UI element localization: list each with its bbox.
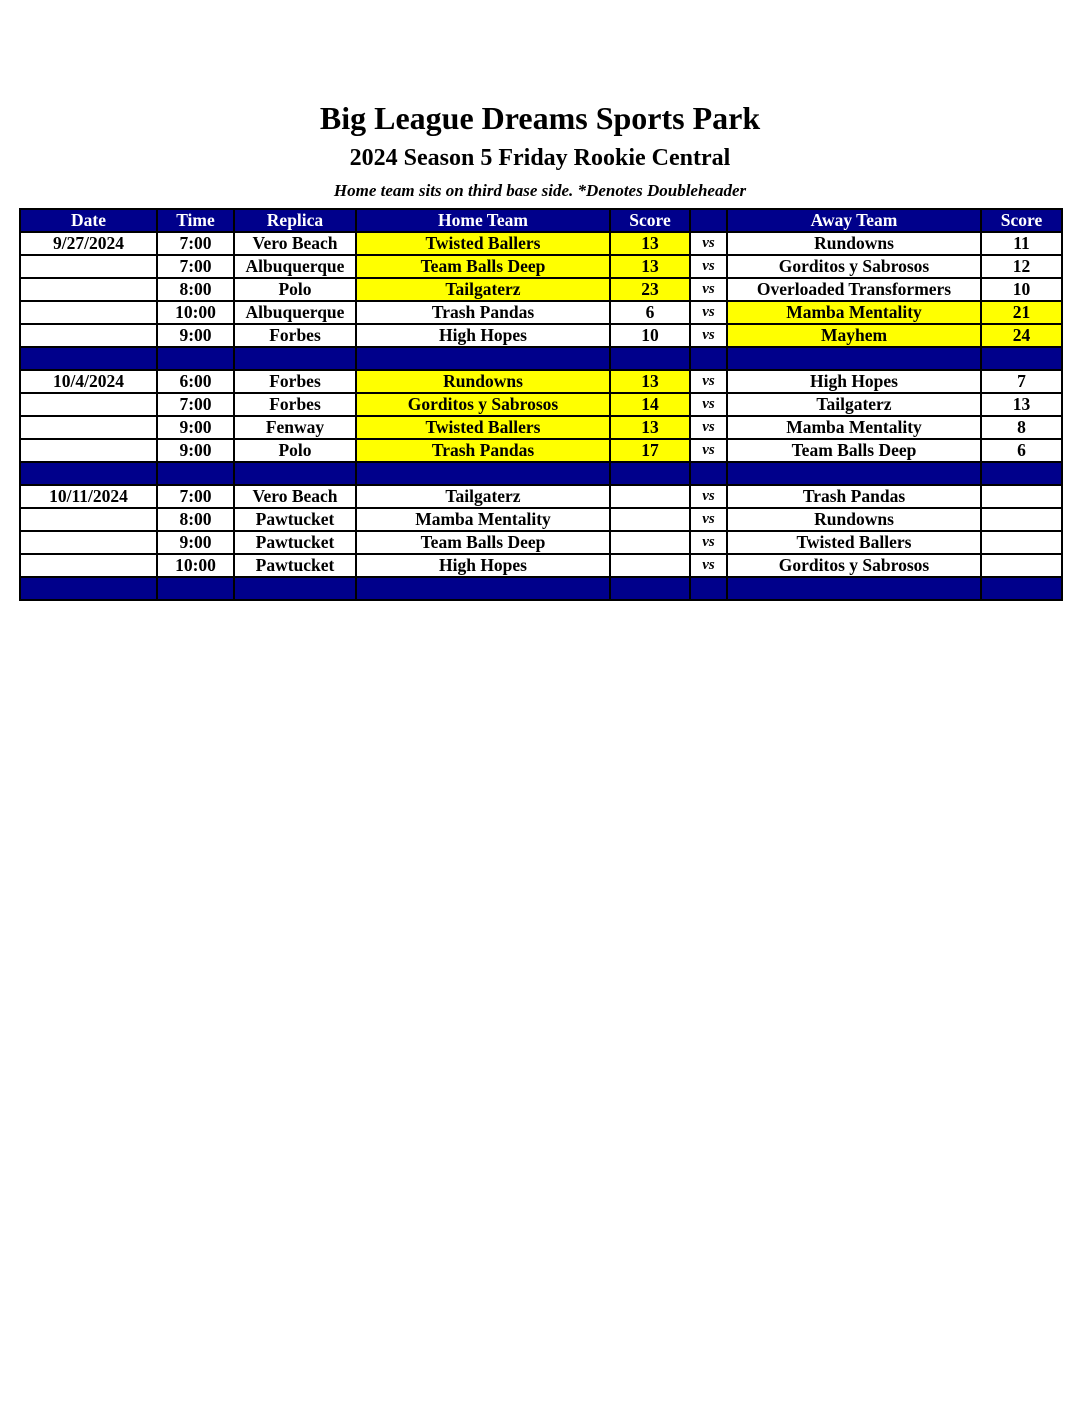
header-vs <box>690 209 727 232</box>
game-date <box>20 255 157 278</box>
vs-label: vs <box>690 255 727 278</box>
home-score: 14 <box>610 393 690 416</box>
separator-cell <box>610 462 690 485</box>
game-row <box>20 324 1062 347</box>
game-time: 9:00 <box>157 531 234 554</box>
header-home-team: Home Team <box>356 209 610 232</box>
page-subtitle: 2024 Season 5 Friday Rookie Central <box>349 145 731 171</box>
away-score: 8 <box>981 416 1062 439</box>
game-time: 9:00 <box>157 416 234 439</box>
away-score: 11 <box>981 232 1062 255</box>
separator-cell <box>690 347 727 370</box>
away-score <box>981 485 1062 508</box>
header-home-score: Score <box>610 209 690 232</box>
home-score: 13 <box>610 370 690 393</box>
separator-cell <box>727 462 981 485</box>
home-score <box>610 508 690 531</box>
separator-cell <box>157 347 234 370</box>
away-score: 24 <box>981 324 1062 347</box>
away-team: Twisted Ballers <box>727 531 981 554</box>
home-team: Trash Pandas <box>356 301 610 324</box>
vs-label: vs <box>690 416 727 439</box>
schedule-table <box>19 208 1063 601</box>
game-time: 6:00 <box>157 370 234 393</box>
game-date: 10/11/2024 <box>20 485 157 508</box>
replica-field: Vero Beach <box>234 232 356 255</box>
game-time: 9:00 <box>157 439 234 462</box>
game-time: 7:00 <box>157 485 234 508</box>
home-team: High Hopes <box>356 554 610 577</box>
away-team: Rundowns <box>727 508 981 531</box>
game-date: 9/27/2024 <box>20 232 157 255</box>
game-time: 9:00 <box>157 324 234 347</box>
vs-label: vs <box>690 531 727 554</box>
separator-cell <box>981 577 1062 600</box>
vs-label: vs <box>690 485 727 508</box>
game-row <box>20 531 1062 554</box>
replica-field: Forbes <box>234 324 356 347</box>
replica-field: Pawtucket <box>234 554 356 577</box>
replica-field: Albuquerque <box>234 301 356 324</box>
away-team: Mayhem <box>727 324 981 347</box>
separator-cell <box>234 347 356 370</box>
home-score <box>610 531 690 554</box>
separator-cell <box>20 462 157 485</box>
away-score <box>981 554 1062 577</box>
game-row <box>20 278 1062 301</box>
vs-label: vs <box>690 508 727 531</box>
separator-cell <box>727 577 981 600</box>
replica-field: Forbes <box>234 370 356 393</box>
game-row <box>20 508 1062 531</box>
home-team: High Hopes <box>356 324 610 347</box>
game-row <box>20 554 1062 577</box>
replica-field: Fenway <box>234 416 356 439</box>
home-team: Mamba Mentality <box>356 508 610 531</box>
header-date: Date <box>20 209 157 232</box>
game-time: 10:00 <box>157 301 234 324</box>
game-time: 8:00 <box>157 508 234 531</box>
game-date <box>20 393 157 416</box>
game-date: 10/4/2024 <box>20 370 157 393</box>
game-date <box>20 531 157 554</box>
away-team: Rundowns <box>727 232 981 255</box>
vs-label: vs <box>690 393 727 416</box>
away-team: Gorditos y Sabrosos <box>727 554 981 577</box>
replica-field: Pawtucket <box>234 508 356 531</box>
home-score: 17 <box>610 439 690 462</box>
game-row <box>20 255 1062 278</box>
game-date <box>20 278 157 301</box>
vs-label: vs <box>690 232 727 255</box>
separator-cell <box>157 462 234 485</box>
game-row <box>20 439 1062 462</box>
separator-cell <box>356 462 610 485</box>
home-score: 6 <box>610 301 690 324</box>
home-team: Team Balls Deep <box>356 255 610 278</box>
schedule-body <box>20 232 1062 600</box>
home-team: Gorditos y Sabrosos <box>356 393 610 416</box>
game-date <box>20 416 157 439</box>
home-score: 13 <box>610 232 690 255</box>
home-score <box>610 554 690 577</box>
away-score: 12 <box>981 255 1062 278</box>
game-date <box>20 439 157 462</box>
away-team: Trash Pandas <box>727 485 981 508</box>
home-score: 13 <box>610 255 690 278</box>
game-row <box>20 416 1062 439</box>
away-team: Mamba Mentality <box>727 301 981 324</box>
vs-label: vs <box>690 301 727 324</box>
game-date <box>20 554 157 577</box>
vs-label: vs <box>690 439 727 462</box>
vs-label: vs <box>690 278 727 301</box>
away-score <box>981 508 1062 531</box>
doubleheader-note: Home team sits on third base side. *Denotes Doubleheader <box>333 181 747 200</box>
separator-cell <box>20 577 157 600</box>
game-row <box>20 393 1062 416</box>
away-score: 13 <box>981 393 1062 416</box>
replica-field: Polo <box>234 439 356 462</box>
home-team: Team Balls Deep <box>356 531 610 554</box>
away-team: High Hopes <box>727 370 981 393</box>
separator-cell <box>356 347 610 370</box>
away-score: 21 <box>981 301 1062 324</box>
game-row <box>20 232 1062 255</box>
separator-cell <box>981 462 1062 485</box>
away-team: Tailgaterz <box>727 393 981 416</box>
away-team: Gorditos y Sabrosos <box>727 255 981 278</box>
away-score: 10 <box>981 278 1062 301</box>
replica-field: Albuquerque <box>234 255 356 278</box>
vs-label: vs <box>690 324 727 347</box>
game-time: 8:00 <box>157 278 234 301</box>
replica-field: Polo <box>234 278 356 301</box>
separator-cell <box>234 577 356 600</box>
separator-cell <box>356 577 610 600</box>
vs-label: vs <box>690 370 727 393</box>
home-team: Tailgaterz <box>356 485 610 508</box>
game-row <box>20 301 1062 324</box>
away-team: Team Balls Deep <box>727 439 981 462</box>
game-time: 10:00 <box>157 554 234 577</box>
game-row <box>20 485 1062 508</box>
home-team: Tailgaterz <box>356 278 610 301</box>
home-score: 13 <box>610 416 690 439</box>
game-time: 7:00 <box>157 232 234 255</box>
away-score: 7 <box>981 370 1062 393</box>
game-date <box>20 508 157 531</box>
away-team: Mamba Mentality <box>727 416 981 439</box>
date-group-separator <box>20 462 1062 485</box>
home-team: Rundowns <box>356 370 610 393</box>
home-team: Trash Pandas <box>356 439 610 462</box>
header-row <box>20 209 1062 232</box>
replica-field: Pawtucket <box>234 531 356 554</box>
away-score: 6 <box>981 439 1062 462</box>
game-date <box>20 301 157 324</box>
home-team: Twisted Ballers <box>356 416 610 439</box>
home-score: 23 <box>610 278 690 301</box>
separator-cell <box>727 347 981 370</box>
page-title: Big League Dreams Sports Park <box>319 100 761 136</box>
separator-cell <box>610 577 690 600</box>
separator-cell <box>234 462 356 485</box>
vs-label: vs <box>690 554 727 577</box>
replica-field: Forbes <box>234 393 356 416</box>
separator-cell <box>981 347 1062 370</box>
game-time: 7:00 <box>157 393 234 416</box>
home-score <box>610 485 690 508</box>
away-team: Overloaded Transformers <box>727 278 981 301</box>
header-time: Time <box>157 209 234 232</box>
header-replica: Replica <box>234 209 356 232</box>
date-group-separator <box>20 347 1062 370</box>
date-group-separator <box>20 577 1062 600</box>
header-away-score: Score <box>981 209 1062 232</box>
replica-field: Vero Beach <box>234 485 356 508</box>
separator-cell <box>157 577 234 600</box>
header-away-team: Away Team <box>727 209 981 232</box>
separator-cell <box>610 347 690 370</box>
separator-cell <box>690 577 727 600</box>
away-score <box>981 531 1062 554</box>
separator-cell <box>20 347 157 370</box>
game-time: 7:00 <box>157 255 234 278</box>
game-row <box>20 370 1062 393</box>
home-team: Twisted Ballers <box>356 232 610 255</box>
home-score: 10 <box>610 324 690 347</box>
separator-cell <box>690 462 727 485</box>
game-date <box>20 324 157 347</box>
